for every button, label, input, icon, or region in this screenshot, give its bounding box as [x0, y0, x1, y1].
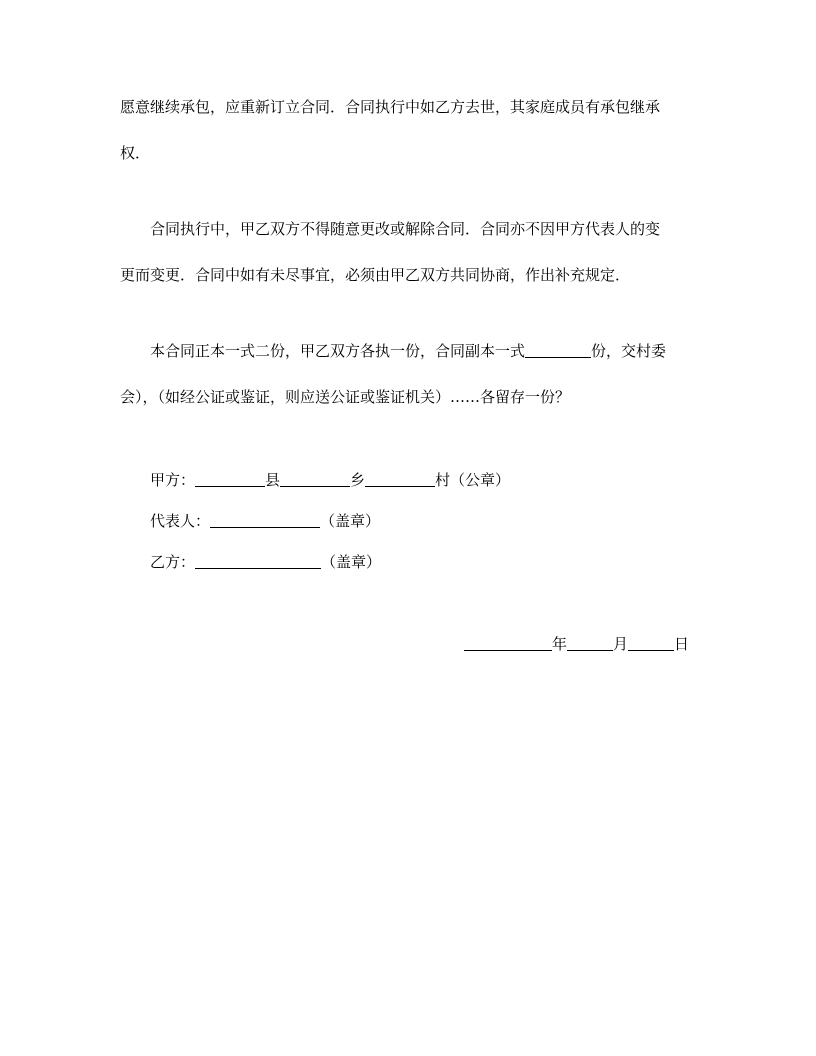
party-b-row: [150, 552, 381, 572]
representative-blank[interactable]: [210, 511, 320, 528]
representative-row: [150, 511, 380, 531]
paragraph-copies: [120, 328, 696, 420]
paragraph-line: 权．: [120, 144, 151, 162]
county-label: 县: [265, 471, 281, 489]
month-blank[interactable]: [567, 634, 613, 651]
paragraph-line: [120, 328, 696, 374]
day-blank[interactable]: [628, 634, 674, 651]
year-blank[interactable]: [464, 634, 552, 651]
party-a-row: [150, 470, 510, 490]
paragraph-line: 愿意继续承包，应重新订立合同．合同执行中如乙方去世，其家庭成员有承包继承: [120, 98, 661, 116]
copies-count-blank[interactable]: [525, 341, 591, 358]
month-label: 月: [613, 635, 629, 653]
paragraph-modification: [120, 206, 696, 298]
party-b-seal-label: （盖章）: [321, 553, 382, 571]
copies-text-after: 份，交村委: [591, 342, 667, 360]
copies-text-before: 本合同正本一式二份，甲乙双方各执一份，合同副本一式: [150, 342, 526, 360]
village-blank[interactable]: [365, 470, 435, 487]
township-blank[interactable]: [280, 470, 350, 487]
party-b-label: 乙方：: [150, 553, 196, 571]
paragraph-line: 合同执行中，甲乙双方不得随意更改或解除合同．合同亦不因甲方代表人的变: [150, 220, 661, 238]
party-a-label: 甲方：: [150, 471, 196, 489]
party-b-blank[interactable]: [195, 552, 321, 569]
year-label: 年: [552, 635, 568, 653]
representative-seal-label: （盖章）: [320, 512, 381, 530]
paragraph-line: 更而变更．合同中如有未尽事宜，必须由甲乙双方共同协商，作出补充规定．: [120, 266, 631, 284]
date-row: [464, 634, 689, 654]
day-label: 日: [674, 635, 690, 653]
village-seal-label: 村（公章）: [435, 471, 511, 489]
township-label: 乡: [350, 471, 366, 489]
paragraph-inheritance: [120, 84, 696, 176]
county-blank[interactable]: [195, 470, 265, 487]
representative-label: 代表人：: [150, 512, 211, 530]
paragraph-line: 会），（如经公证或鉴证，则应送公证或鉴证机关）……各留存一份？: [120, 388, 571, 406]
